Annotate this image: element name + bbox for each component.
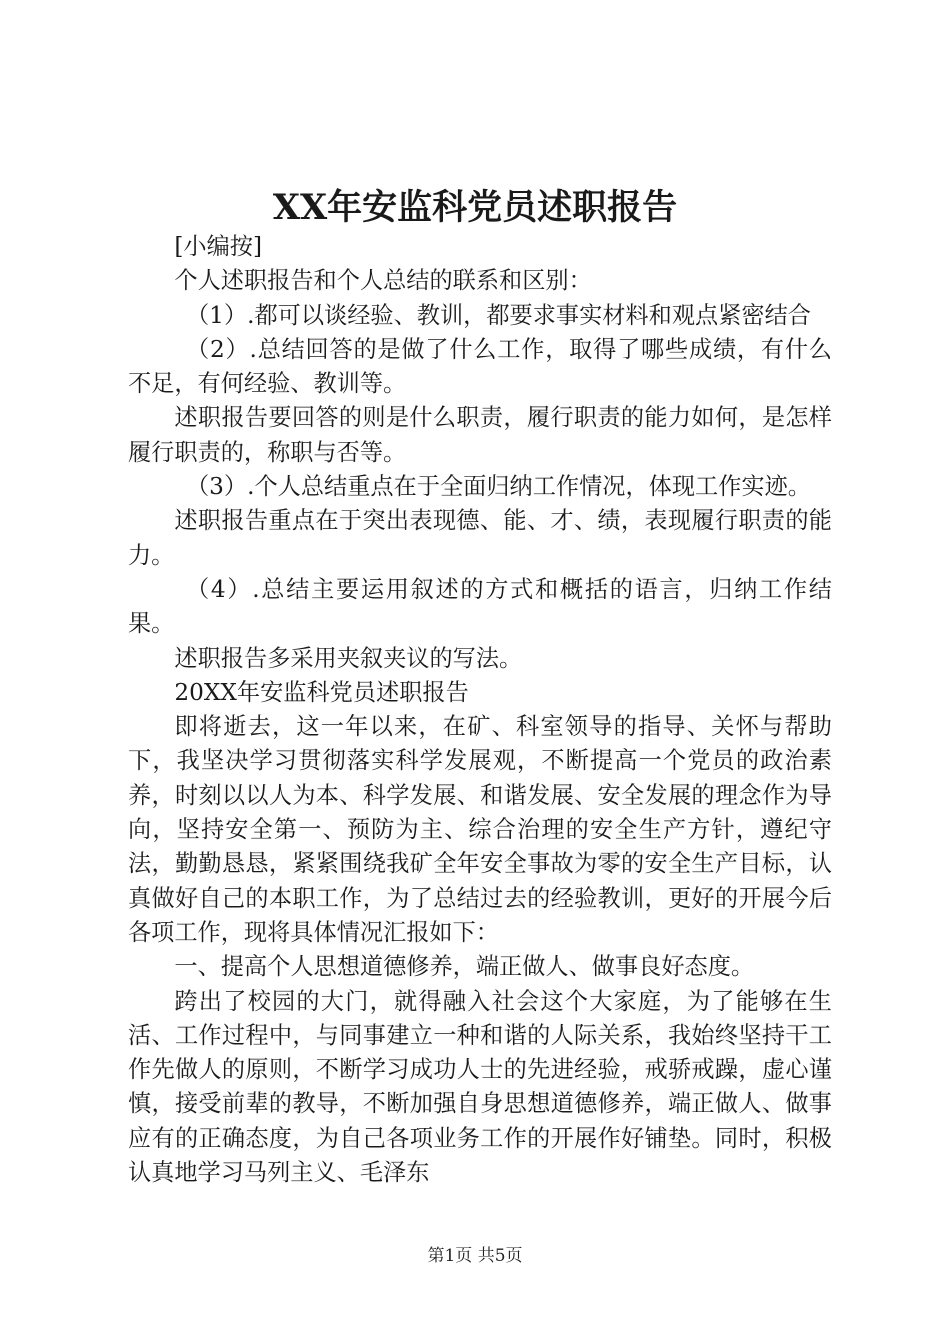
document-title: XX年安监科党员述职报告 (272, 187, 678, 228)
paragraph-opening: 即将逝去，这一年以来，在矿、科室领导的指导、关怀与帮助下，我坚决学习贯彻落实科学发展观，不断提高一个党员的政治素养，时刻以以人为本、科学发展、和谐发展、安全发展的理念作为导向，坚持安全第一、预防为主、综合治理的安全生产方针，遵纪守法，勤勤恳恳，紧紧围绕我矿全年安全事故为零的安全生产目标，认真做好自己的本职工作，为了总结过去的经验教训，更好的开展今后各项工作，现将具体情况汇报如下： (128, 713, 832, 946)
paragraph-point-2: （2）.总结回答的是做了什么工作，取得了哪些成绩，有什么不足，有何经验、教训等。 (128, 335, 832, 398)
page-footer: 第1页 共5页 (427, 1246, 523, 1266)
paragraph-point-4: （4）.总结主要运用叙述的方式和概括的语言，归纳工作结果。 (128, 575, 832, 638)
paragraph-editor-note: [小编按] (174, 233, 263, 260)
paragraph-report-focus: 述职报告重点在于突出表现德、能、才、绩，表现履行职责的能力。 (128, 507, 832, 569)
paragraph-point-1: （1）.都可以谈经验、教训，都要求事实材料和观点紧密结合 (186, 301, 811, 329)
paragraph-intro: 个人述职报告和个人总结的联系和区别： (174, 267, 592, 295)
section-heading-1: 一、提高个人思想道德修养，端正做人、做事良好态度。 (174, 953, 755, 981)
paragraph-section-1-body: 跨出了校园的大门，就得融入社会这个大家庭，为了能够在生活、工作过程中，与同事建立一种和谐的人际关系，我始终坚持干工作先做人的原则，不断学习成功人士的先进经验，戒骄戒躁，虚心谨慎，接受前辈的教导，不断加强自身思想道德修养，端正做人、做事应有的正确态度，为自己各项业务工作的开展作好铺垫。同时，积极认真地学习马列主义、毛泽东 (128, 987, 832, 1187)
paragraph-report-answer: 述职报告要回答的则是什么职责，履行职责的能力如何，是怎样履行职责的，称职与否等。 (128, 404, 832, 466)
paragraph-point-3: （3）.个人总结重点在于全面归纳工作情况，体现工作实迹。 (186, 473, 811, 501)
paragraph-subtitle: 20XX年安监科党员述职报告 (174, 678, 469, 706)
document-body (128, 230, 832, 1190)
paragraph-report-style: 述职报告多采用夹叙夹议的写法。 (174, 644, 523, 672)
